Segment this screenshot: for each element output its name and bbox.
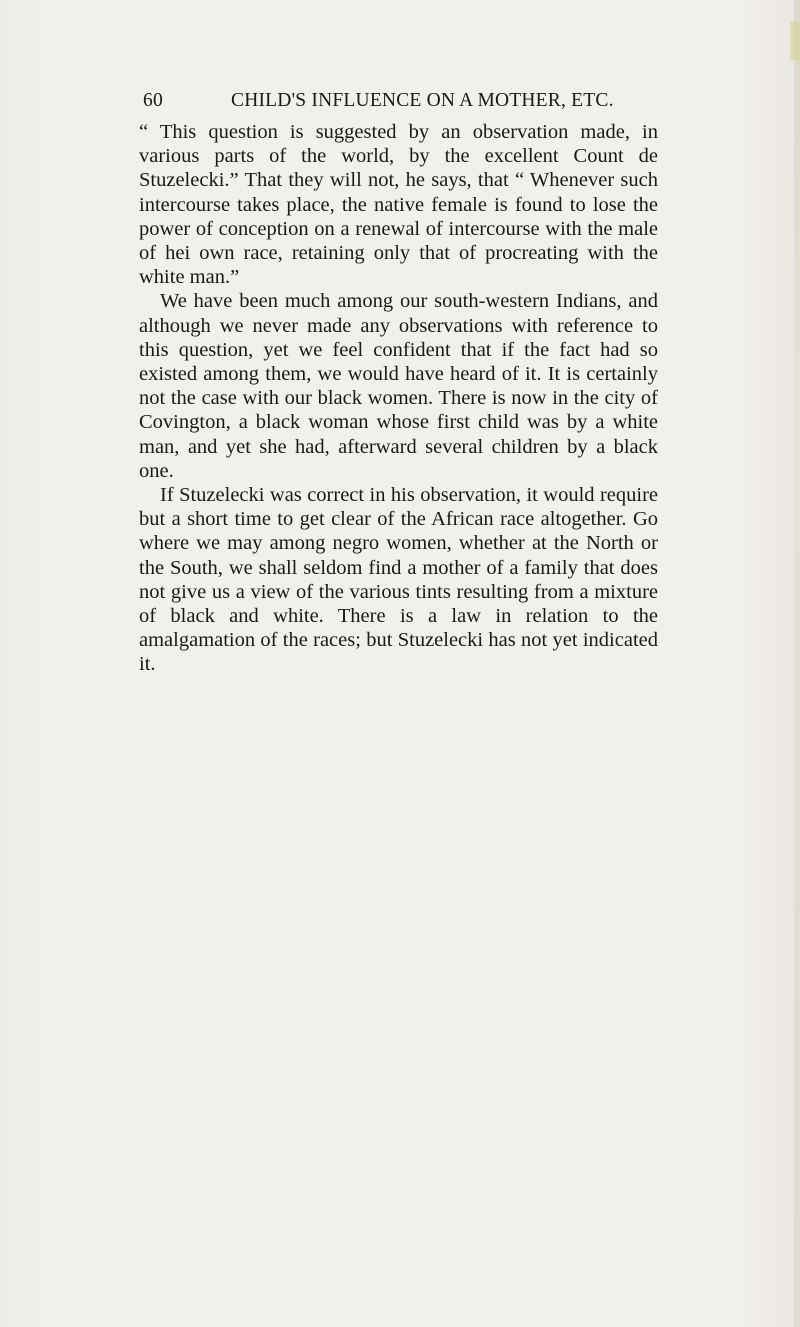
page-edge-shadow [794, 0, 800, 1327]
running-head [143, 90, 663, 116]
page-edge-stain [790, 22, 800, 60]
paragraph-quote: “ This question is suggested by an observation made, in various parts of the world, by the excellent Count de Stuzelecki.” That they will not, he says, that “ Whenever such intercourse takes place, the native female is found to lose the power of conception on a renewal of intercourse with the male of hei own race, retaining only that of procreating with the white man.” [139, 121, 658, 289]
paragraph-indians: We have been much among our south-western Indians, and although we never made any observations with reference to this question, yet we feel confident that if the fact had so existed among them, we would have heard of it. It is certainly not the case with our black women. There is now in the city of Covington, a black woman whose first child was by a white man, and yet she had, afterward several children by a black one. [139, 290, 658, 482]
page-number: 60 [143, 90, 163, 111]
paragraph-stuzelecki: If Stuzelecki was correct in his observation, it would require but a short time to get clear of the African race altogether. Go where we may among negro women, whether at the North or the South, we shall seldom find a mother of a family that does not give us a view of the various tints resulting from a mixture of black and white. There is a law in relation to the amalgamation of the races; but Stuzelecki has not yet indicated it. [139, 484, 658, 676]
running-title: CHILD'S INFLUENCE ON A MOTHER, ETC. [231, 90, 614, 111]
body-text [139, 120, 658, 677]
